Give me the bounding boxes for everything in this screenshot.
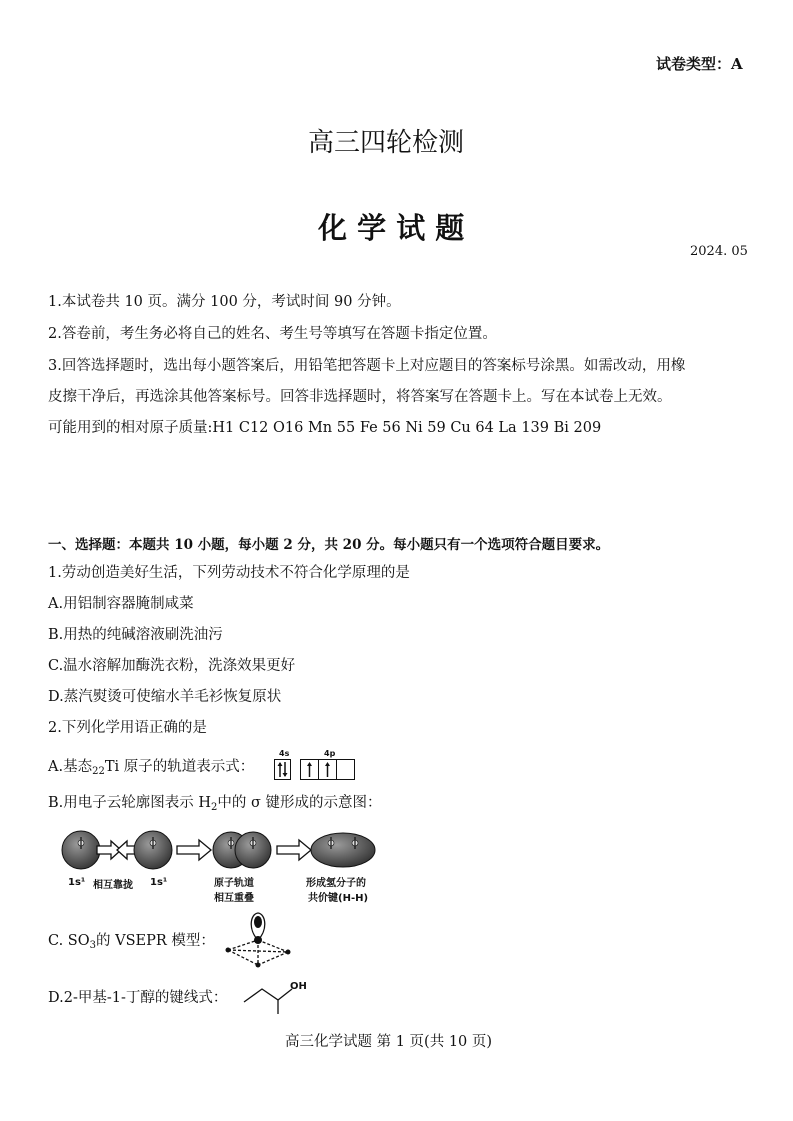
q2-option-c xyxy=(48,931,215,956)
h-atom-orbital-left xyxy=(62,831,100,869)
vsepr-model-diagram xyxy=(222,910,294,970)
instruction-3b: 皮擦干净后，再选涂其他答案标号。回答非选择题时，将答案写在答题卡上。写在本试卷上无效。 xyxy=(48,389,672,405)
electron-pair-icon xyxy=(278,762,288,777)
arrow-right-icon xyxy=(277,840,311,860)
paper-type-label: 试卷类型：A xyxy=(656,55,743,73)
section-heading: 一、选择题：本题共 10 小题，每小题 2 分，共 20 分。每小题只有一个选项符合题目要求。 xyxy=(48,537,610,553)
orbital-boxes xyxy=(274,759,358,795)
lone-pair-electrons xyxy=(254,916,262,928)
q1-option-b: B.用热的纯碱溶液刷洗油污 xyxy=(48,627,223,643)
up-arrow-icon xyxy=(307,762,312,777)
orbital-4p-label: 4p xyxy=(324,749,336,758)
q2-option-b-sub: 2 xyxy=(211,802,218,813)
subject-title: 化 学 试 题 xyxy=(318,211,465,245)
q1-stem: 1.劳动创造美好生活，下列劳动技术不符合化学原理的是 xyxy=(48,565,410,581)
central-atom xyxy=(254,936,262,944)
q2-stem: 2.下列化学用语正确的是 xyxy=(48,720,207,736)
q2-option-a-mid: Ti 原子的轨道表示式： xyxy=(104,759,255,775)
q2-option-c-suffix: 的 VSEPR 模型： xyxy=(96,933,215,949)
exam-date: 2024. 05 xyxy=(690,244,748,259)
caption-1s-right: 1s¹ xyxy=(150,877,168,888)
q2-option-b xyxy=(48,793,382,818)
instruction-2: 2.答卷前，考生务必将自己的姓名、考生号等填写在答题卡指定位置。 xyxy=(48,326,497,342)
overlapping-orbitals xyxy=(213,832,271,868)
arrow-right-icon xyxy=(177,840,211,860)
q2-option-b-prefix: B.用电子云轮廓图表示 H xyxy=(48,795,212,811)
q1-option-c: C.温水溶解加酶洗衣粉，洗涤效果更好 xyxy=(48,658,296,674)
q2-option-b-suffix: 中的 σ 键形成的示意图： xyxy=(217,795,382,811)
q2-option-c-sub: 3 xyxy=(89,940,96,951)
exam-title: 高三四轮检测 xyxy=(308,128,465,158)
hydrogen-molecule-orbital xyxy=(311,833,375,867)
q1-option-a: A.用铝制容器腌制咸菜 xyxy=(48,596,194,612)
orbital-4s-label: 4s xyxy=(279,749,290,758)
q2-option-a-sub: 22 xyxy=(92,766,105,777)
instruction-3a: 3.回答选择题时，选出每小题答案后，用铅笔把答题卡上对应题目的答案标号涂黑。如需改动，用橡 xyxy=(48,358,686,374)
caption-orbital: 原子轨道 xyxy=(214,878,254,889)
q2-option-a-prefix: A.基态 xyxy=(48,759,93,775)
caption-covalent-bond: 共价键(H-H) xyxy=(308,893,369,904)
ligand-atom xyxy=(286,950,291,955)
caption-approach: 相互靠拢 xyxy=(93,880,133,891)
caption-overlap: 相互重叠 xyxy=(214,893,254,904)
q2-option-c-prefix: C. SO xyxy=(48,933,90,949)
atomic-masses: 可能用到的相对原子质量:H1 C12 O16 Mn 55 Fe 56 Ni 59 Cu 64 La 139 Bi 209 xyxy=(48,420,602,436)
instruction-1: 1.本试卷共 10 页。满分 100 分，考试时间 90 分钟。 xyxy=(48,294,401,310)
ligand-atom xyxy=(256,963,261,968)
hydroxyl-label: OH xyxy=(290,981,307,992)
skeletal-formula-diagram xyxy=(240,978,320,1018)
ligand-atom xyxy=(226,948,231,953)
q2-option-a xyxy=(48,757,254,782)
caption-form-h2: 形成氢分子的 xyxy=(306,878,366,889)
sigma-bond-diagram xyxy=(55,828,385,878)
q2-option-d: D.2-甲基-1-丁醇的键线式： xyxy=(48,990,228,1006)
caption-1s-left: 1s¹ xyxy=(68,877,86,888)
up-arrow-icon xyxy=(325,762,330,777)
h-atom-orbital-right xyxy=(134,831,172,869)
page-footer: 高三化学试题 第 1 页(共 10 页) xyxy=(285,1034,493,1050)
q1-option-d: D.蒸汽熨烫可使缩水羊毛衫恢复原状 xyxy=(48,689,282,705)
